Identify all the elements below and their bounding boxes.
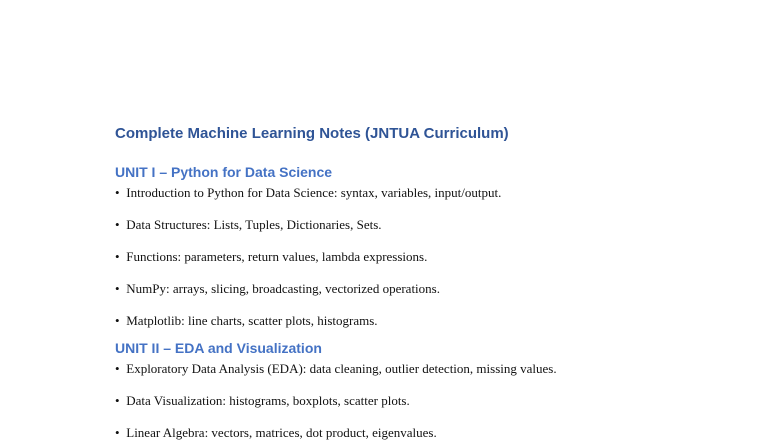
list-item-text: Functions: parameters, return values, lambda expressions. [126, 249, 428, 264]
bullet-icon: • [115, 185, 120, 200]
list-item [115, 360, 755, 378]
list-item [115, 280, 755, 298]
unit-2-bullet-list [115, 360, 755, 441]
list-item-text: Exploratory Data Analysis (EDA): data cleaning, outlier detection, missing values. [126, 361, 557, 376]
list-item-text: Matplotlib: line charts, scatter plots, histograms. [126, 313, 378, 328]
bullet-icon: • [115, 313, 120, 328]
bullet-icon: • [115, 393, 120, 408]
list-item-text: Data Structures: Lists, Tuples, Dictionaries, Sets. [126, 217, 382, 232]
list-item [115, 248, 755, 266]
list-item-text: NumPy: arrays, slicing, broadcasting, vectorized operations. [126, 281, 440, 296]
unit-1-section [115, 162, 755, 330]
unit-2-section [115, 338, 755, 441]
list-item [115, 392, 755, 410]
list-item [115, 184, 755, 202]
list-item [115, 216, 755, 234]
list-item-text: Introduction to Python for Data Science: syntax, variables, input/output. [126, 185, 502, 200]
document-title: Complete Machine Learning Notes (JNTUA Curriculum) [115, 125, 509, 142]
bullet-icon: • [115, 281, 120, 296]
unit-1-heading: UNIT I – Python for Data Science [115, 164, 333, 180]
list-item [115, 312, 755, 330]
bullet-icon: • [115, 361, 120, 376]
list-item-text: Data Visualization: histograms, boxplots, scatter plots. [126, 393, 410, 408]
document-body [115, 124, 755, 441]
bullet-icon: • [115, 425, 120, 440]
unit-1-bullet-list [115, 184, 755, 330]
unit-2-heading: UNIT II – EDA and Visualization [115, 340, 322, 356]
bullet-icon: • [115, 249, 120, 264]
list-item [115, 424, 755, 441]
list-item-text: Linear Algebra: vectors, matrices, dot product, eigenvalues. [126, 425, 437, 440]
bullet-icon: • [115, 217, 120, 232]
